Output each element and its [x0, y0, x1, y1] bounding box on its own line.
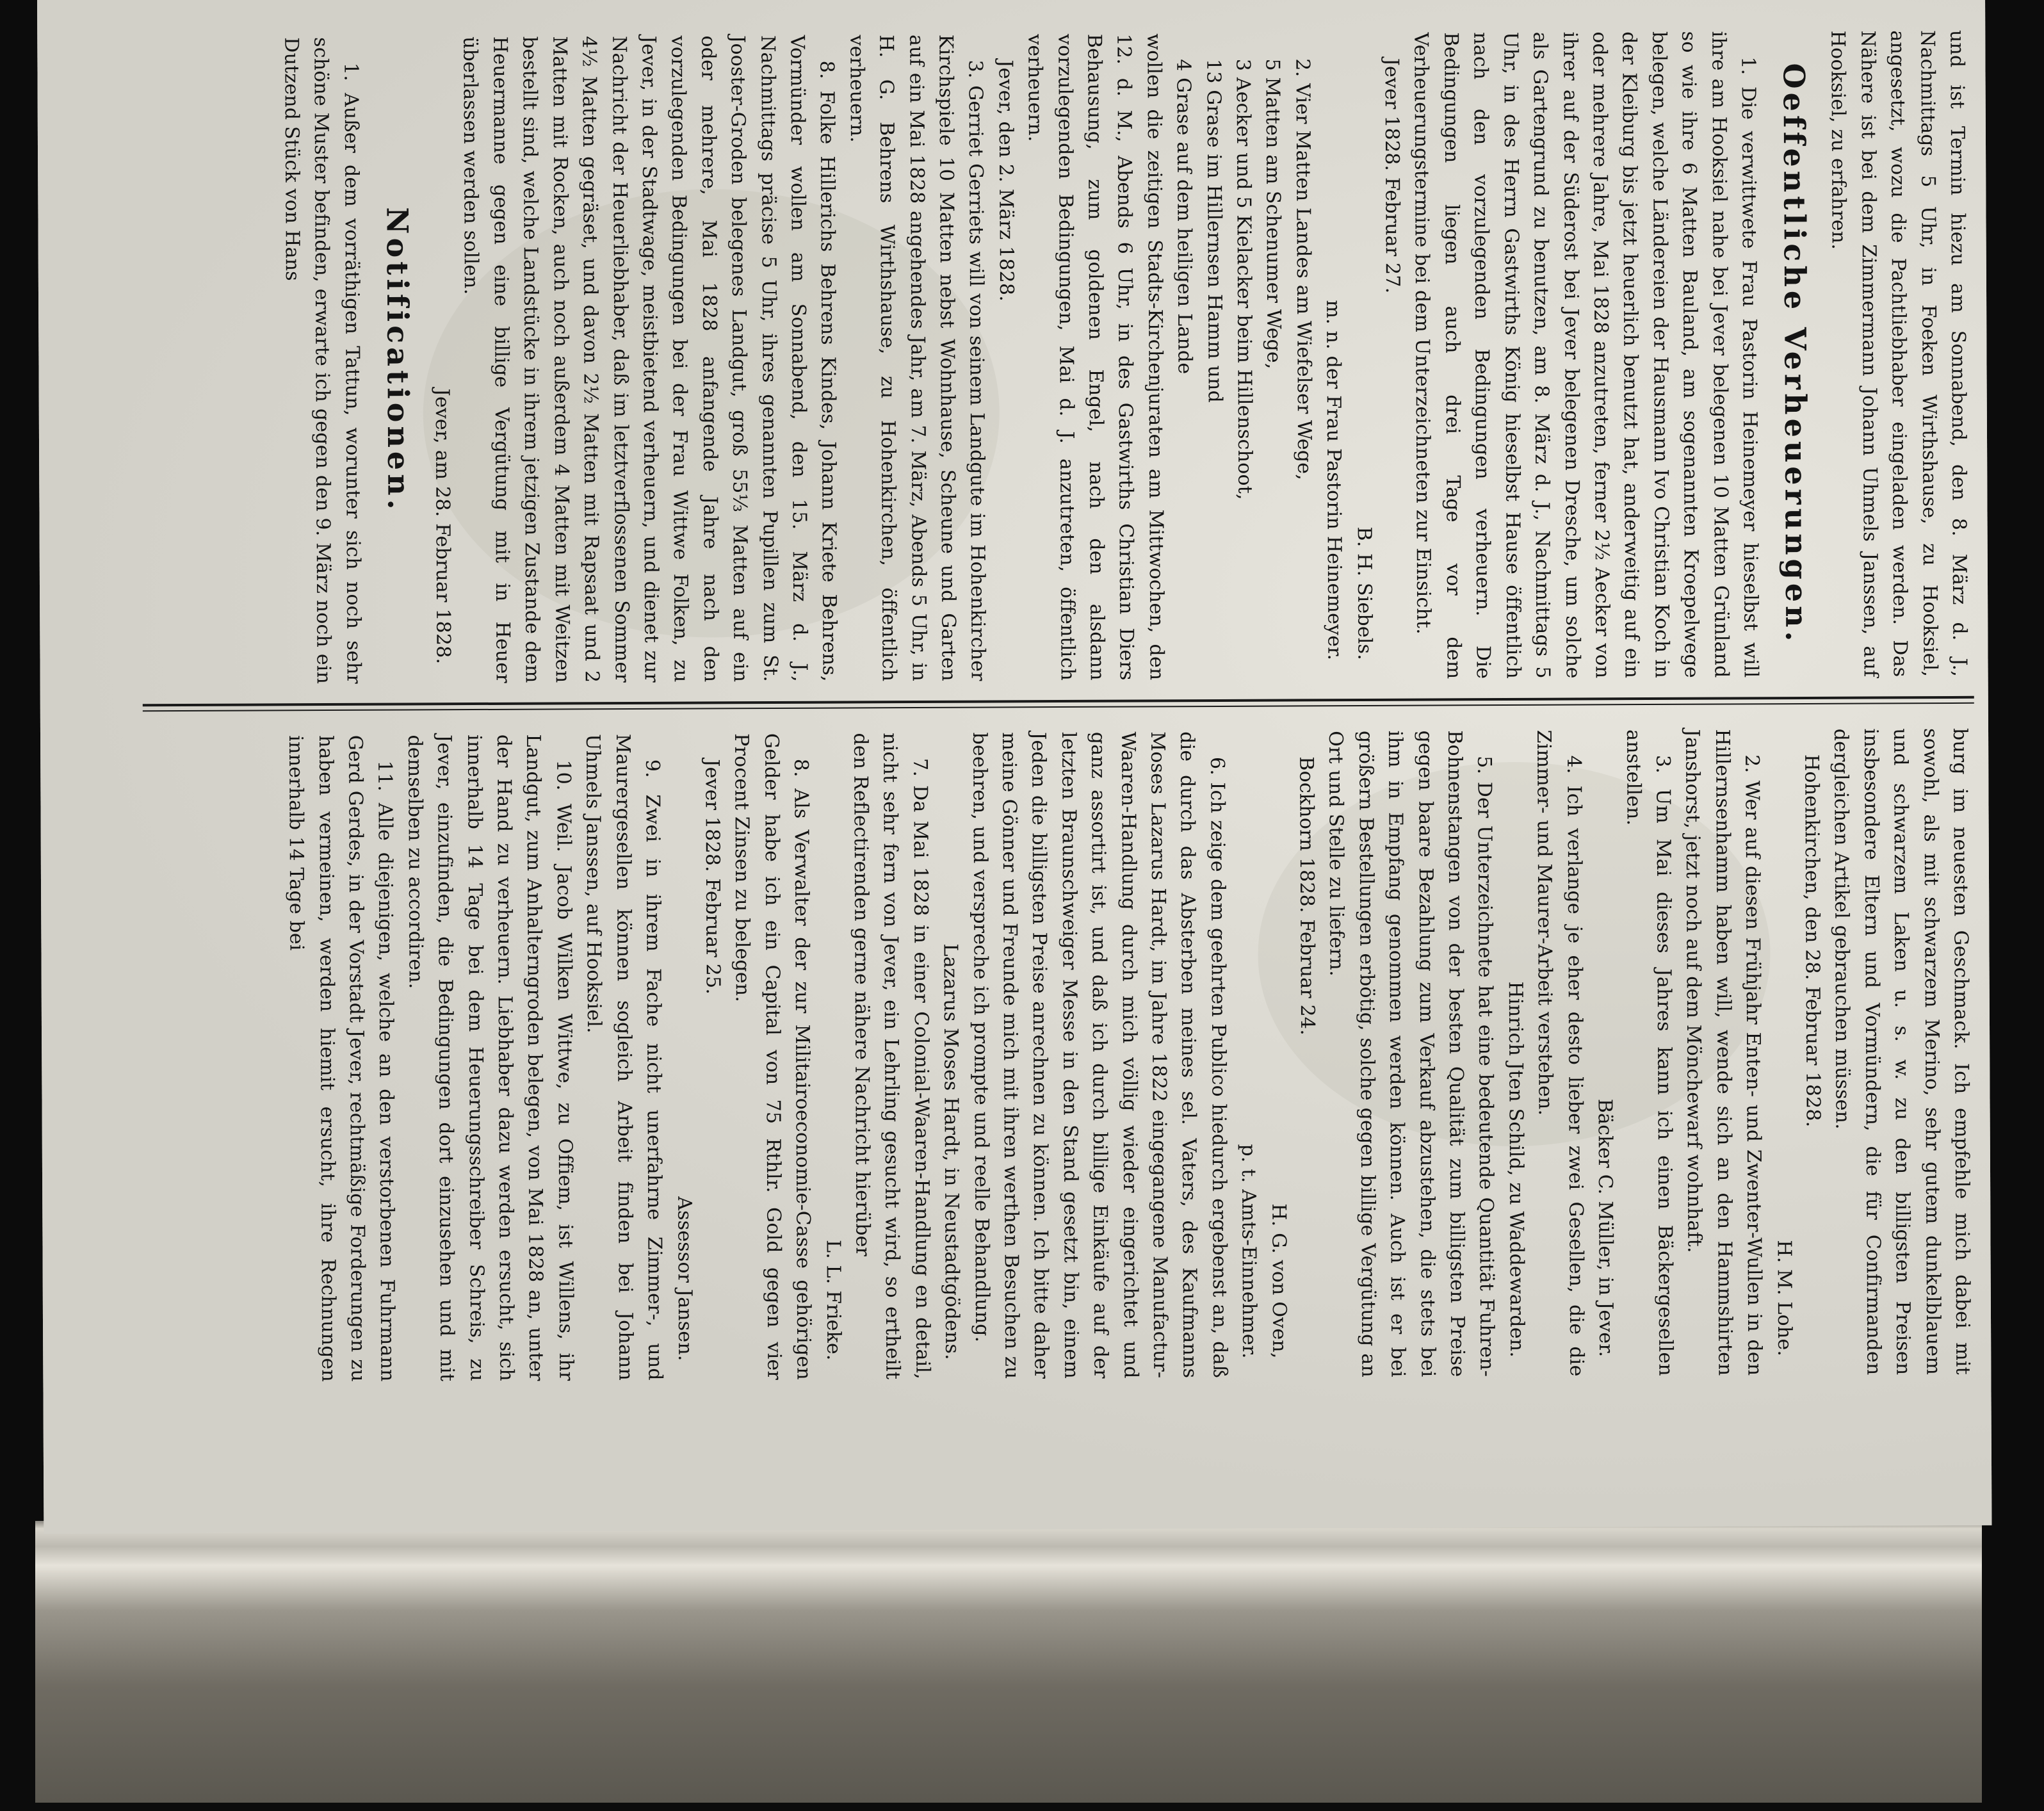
item-4-date: Jever, am 28. Februar 1828. — [430, 388, 455, 665]
item-number: 11. — [373, 760, 396, 792]
notif-continued: burg im neuesten Geschmack. Ich empfehle mich dabei mit sowohl, als mit schwarzem Merino, sehr gutem dunkelblauem und schwarzem Laken u. s. w. zu den billigsten Preisen insbesondere Eltern und Vormündern, die für Confirmanden dergleichen Artikel gebrauchen müssen. — [1829, 727, 1974, 1376]
notif-10-text: Weil. Jacob Wilken Wittwe, zu Offiem, ist Willens, ihr Landgut, zum Anhalterngroden belegen, von Mai 1828 an, unter der Hand zu verheuern. Liebhaber dazu werden ersucht, sich innerhalb 14 Tage bei dem Heuerungsschreiber Schreis, zu Jever, einzufinden, die Bedingungen dort einzusehen und mit demselben zu accordiren. — [403, 734, 578, 1382]
item-number: 3. — [1651, 754, 1675, 774]
notif-9-text: Zwei in ihrem Fache nicht unerfahrne Zimmer-, und Maurergesellen können sogleich Arbeit finden bei Johann Uhmels Janssen, auf Hooksiel. — [581, 733, 667, 1381]
item-number: 1. — [1737, 56, 1760, 76]
notif-4-text: Ich verlange je eher desto lieber zwei Gesellen, die die Zimmer- und Maurer-Arbeit verstehen. — [1532, 729, 1588, 1377]
column-notificationen — [280, 728, 1977, 1383]
page-stack-edge — [35, 1521, 1982, 1803]
rotated-text-frame — [76, 30, 1984, 1511]
notif-1-text: Außer dem vorräthigen Tattun, worunter sich noch sehr schöne Muster befinden, erwarte ich gegen den 9. März noch ein Dutzend Stück von Hans — [280, 37, 365, 685]
column-divider-rule — [143, 696, 1974, 706]
newspaper-page — [37, 0, 1991, 1534]
notif-8-signer: Assessor Jansen. — [672, 1196, 696, 1361]
item-3-text: Gerriet Gerriets will von seinem Landgute im Hohenkircher Kirchspiele 10 Matten nebst Wohnhause, Scheune und Garten auf ein Mai 1828 angehendes Jahr, am 7. März, Abends 5 Uhr, in H. G. Behrens Wirthshause, zu Hohenkirchen, öffentlich verheuern. — [845, 34, 990, 682]
item-number: 4. — [1562, 755, 1586, 774]
notif-8-date: Jever 1828. Februar 25. — [701, 759, 724, 995]
item-number: 1. — [339, 62, 362, 81]
item-number: 5. — [1473, 756, 1496, 775]
notif-6-signer: Lazarus Moses Hardt, in Neustadtgödens. — [939, 943, 964, 1360]
notif-11-text: Alle diejenigen, welche an den verstorbenen Fuhrmann Gerd Gerdes, in der Vorstadt Jever, rechtmäßige Forderungen zu haben vermeinen, werden hiemit ersucht, ihre Rechnungen innerhalb 14 Tage bei — [284, 735, 399, 1383]
item-number: 2. — [1740, 754, 1764, 774]
item-number: 3. — [964, 60, 987, 79]
notif-3-signer: Bäcker C. Müller, in Jever. — [1593, 1098, 1618, 1358]
notif-5-signer-title: p. t. Amts-Einnehmer. — [1237, 1144, 1261, 1359]
notif-2-text: Wer auf diesen Frühjahr Enten- und Zwenter-Wullen in den Hillernsenhamm haben will, wende sich an den Hammshirten Janshorst, jetzt noch auf dem Mönchewarf wohnhaft. — [1681, 729, 1766, 1376]
notif-4-signer: Hinrich Jten Schild, zu Waddewarden. — [1504, 981, 1529, 1358]
notif-7-signer: L. L. Frieke. — [822, 1239, 845, 1361]
item-number: 6. — [1206, 756, 1229, 776]
item-2-on-behalf: m. n. der Frau Pastorin Heinemeyer. — [1322, 300, 1346, 661]
notif-8-text: Als Verwalter der zur Militairoeconomie-Casse gehörigen Gelder habe ich ein Capital von 75 Rthlr. Gold gegen vier Procent Zinsen zu belegen. — [730, 733, 815, 1381]
item-number: 7. — [908, 758, 932, 777]
item-number: 8. — [790, 758, 813, 777]
notif-3-text: Um Mai dieses Jahres kann ich einen Bäckergesellen anstellen. — [1621, 729, 1677, 1377]
item-1-signer: B. H. Siebels. — [1352, 526, 1376, 661]
column-verheuerungen — [276, 30, 1974, 685]
item-2-date: Jever, den 2. März 1828. — [994, 60, 1018, 302]
intro-paragraph: und ist Termin hiezu am Sonnabend, den 8. März d. J., Nachmittags 5 Uhr, in Foeken Wirthshause, zu Hooksiel, angesetzt, wozu die Pachtliebhaber eingeladen werden. Das Nähere ist bei dem Zimmermann Johann Uhmels Janssen, auf Hooksiel, zu erfahren. — [1826, 29, 1971, 678]
item-2-line: Vier Matten Landes am Wiefelser Wege, — [1291, 83, 1316, 480]
section-heading-verheuerungen: Oeffentliche Verheuerungen. — [1776, 63, 1814, 646]
item-2-line: 4 Grase auf dem heiligen Lande — [1172, 59, 1196, 375]
notif-5-signer: H. G. von Oven, — [1267, 1203, 1290, 1359]
item-number: 2. — [1291, 58, 1314, 77]
notif-7-text: Da Mai 1828 in einer Colonial-Waaren-Handlung en detail, nicht sehr fern von Jever, ein Lehrling gesucht wird, so ertheilt den Reflectirenden gerne nähere Nachricht hierüber — [848, 733, 934, 1380]
item-1-date: Jever 1828. Februar 27. — [1380, 58, 1404, 294]
item-1 — [1406, 31, 1765, 679]
item-2-text: wollen die zeitigen Stadts-Kirchenjuraten am Mittwochen, den 12. d. M., Abends 6 Uhr, in des Gastwirths Christian Diers Behausung, zum goldenen Engel, nach den alsdann vorzulegenden Bedingungen, Mai d. J. anzutreten, öffentlich verheuern. — [1023, 33, 1168, 681]
item-number: 8. — [815, 60, 838, 79]
notif-5-text: Der Unterzeichnete hat eine bedeutende Quantität Fuhren-Bohnenstangen von der besten Qualität zum billigsten Preise gegen baare Bezahlung zum Verkauf abzustehen, die stets bei ihm in Empfang genommen werden können. Auch ist er bei größern Bestellungen erbötig, solche gegen billige Vergütung an Ort und Stelle zu liefern. — [1324, 730, 1498, 1378]
notif-6-text: Ich zeige dem geehrten Publico hiedurch ergebenst an, daß die durch das Absterben meines sel. Vaters, des Kaufmanns Moses Lazarus Hardt, im Jahre 1822 eingegangene Manufactur-Waaren-Handlung durch mich völlig wieder eingerichtet und ganz assortirt ist, und daß ich durch billige Einkäufe auf der letzten Braunschweiger Messe in den Stand gesetzt bin, einem Jeden die billigsten Preise anrechnen zu können. Ich bitte daher meine Gönner und Freunde mich mit ihren werthen Besuchen zu beehren, und verspreche ich prompte und reelle Behandlung. — [968, 731, 1231, 1379]
section-heading-notificationen: Notificationen. — [380, 207, 416, 514]
item-2-line: 5 Matten am Schenumer Wege, — [1261, 58, 1286, 370]
item-text: Die verwittwete Frau Pastorin Heinemeyer hieselbst will ihre am Hooksiel nahe bei Jever belegenen 10 Matten Grünland so wie ihre 6 Matten Bauland, am sogenannten Kroepelwege belegen, welche Ländereien der Hausmann Ivo Christian Koch in der Kleiburg bis jetzt heuerlich benutzt hat, anderweitig auf ein oder mehrere Jahre, Mai 1828 anzutreten, ferner 2½ Aecker von ihrer auf der Süderost bei Jever belegenen Dresche, um solche als Gartengrund zu benutzen, am 8. März d. J., Nachmittags 5 Uhr, in des Herrn Gastwirths König hieselbst Hause öffentlich nach den vorzulegenden Bedingungen verheuern. Die Bedingungen liegen auch drei Tage vor dem Verheuerungstermine bei dem Unterzeichneten zur Einsicht. — [1409, 31, 1762, 679]
item-4-text: Folke Hillerichs Behrens Kindes, Johann Kriete Behrens, Vormünder wollen am Sonnabend, den 15. März d. J., Nachmittags präcise 5 Uhr, ihres genannten Pupillen zum St. Jooster-Groden belegenes Landgut, groß 55⅓ Matten auf ein oder mehrere, Mai 1828 anfangende Jahre nach den vorzulegenden Bedingungen bei der Frau Wittwe Folken, zu Jever, in der Stadtwage, meistbietend verheuern, und dienet zur Nachricht der Heuerliebhaber, daß im letztverflossenen Sommer 4½ Matten gegräset, und davon 2½ Matten mit Rapsaat und 2 Matten mit Rocken, auch noch außerdem 4 Matten mit Weitzen bestellt sind, welche Landstücke in ihrem jetzigen Zustande dem Heuermanne gegen eine billige Vergütung mit in Heuer überlassen werden sollen. — [458, 35, 841, 683]
notif-1-date: Hohenkirchen, den 28. Februar 1828. — [1800, 754, 1824, 1128]
item-2-line: 13 Grase im Hillernsen Hamm und — [1202, 58, 1226, 403]
item-number: 10. — [552, 759, 575, 791]
item-number: 9. — [641, 759, 664, 778]
item-2-line: 3 Aecker und 5 Kielacker beim Hillenschoot, — [1231, 58, 1256, 500]
notif-1-signer: H. M. Lohe. — [1772, 1240, 1796, 1357]
notif-5-date: Bockhorn 1828. Februar 24. — [1295, 756, 1319, 1035]
